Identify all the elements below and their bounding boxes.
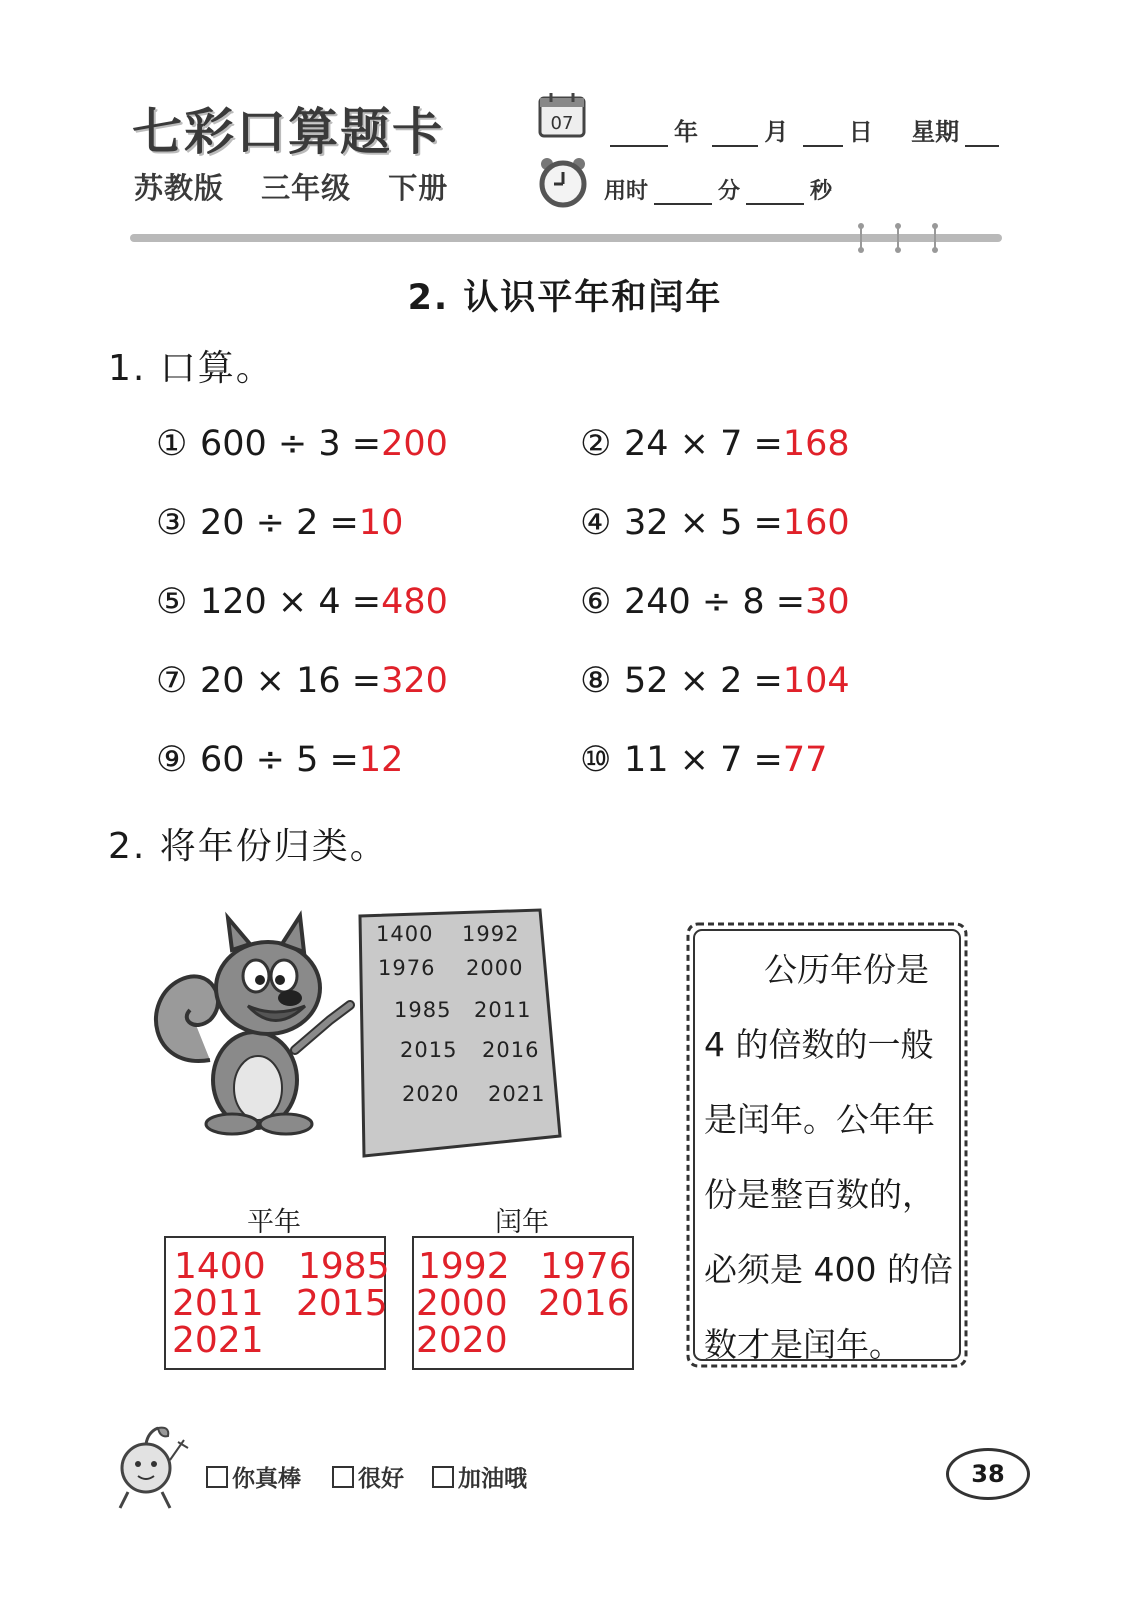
note-line: 份是整百数的， [704,1175,935,1214]
weekday-label: 星期 [911,118,960,146]
note-line: 公历年份是 [764,950,929,989]
year-label: 年 [674,118,698,146]
equation-expression: 600 ÷ 3 = [200,424,382,464]
year-item: 2011 [474,998,532,1022]
equation-9 [156,740,403,780]
month-label: 月 [764,118,789,146]
calendar-number: 07 [550,113,574,134]
equation-answer[interactable]: 30 [805,582,850,622]
time-used-label: 用时 [604,179,649,204]
equation-number: ④ [580,503,612,543]
minutes-label: 分 [718,179,741,204]
edition-info [134,166,474,207]
equation-expression: 20 ÷ 2 = [200,503,359,543]
apple-mascot-icon [108,1420,192,1512]
rating-label: 很好 [358,1466,404,1492]
equation-number: ⑧ [580,661,612,701]
leap-year-label: 闰年 [495,1207,549,1238]
calendar-icon [538,92,586,138]
common-year-answer: 1400 [174,1246,266,1287]
checkbox-icon[interactable] [206,1466,228,1488]
common-year-answer: 2011 [172,1283,264,1324]
common-year-label: 平年 [247,1207,301,1238]
equation-number: ⑩ [580,740,612,780]
note-line: 4 的倍数的一般 [704,1025,934,1064]
alarm-clock-icon [538,156,588,208]
year-item: 1400 [376,922,434,946]
weekday-blank[interactable] [965,123,999,147]
equation-answer[interactable]: 160 [782,503,850,543]
question-2-title: 2. 将年份归类。 [108,826,388,867]
checkbox-icon[interactable] [332,1466,354,1488]
leap-year-answer: 1992 [418,1246,510,1287]
year-item: 1976 [378,956,436,980]
equation-8 [580,661,850,701]
divider-knob-icon [858,222,864,254]
edition-grade: 三年级 [261,171,352,205]
equation-5 [156,582,448,622]
header-divider [130,234,1002,242]
year-item: 1992 [462,922,520,946]
equation-answer[interactable]: 12 [358,740,404,780]
common-year-answer: 1985 [298,1246,390,1287]
year-item: 2000 [466,956,524,980]
equation-expression: 240 ÷ 8 = [624,582,806,622]
lesson-title: 2. 认识平年和闰年 [407,278,723,318]
divider-knob-icon [895,222,901,254]
leap-year-answer: 1976 [540,1246,632,1287]
rating-excellent[interactable] [206,1460,301,1493]
rating-keep-going[interactable] [432,1460,527,1493]
equation-answer[interactable]: 200 [381,424,448,464]
squirrel-illustration [150,910,360,1140]
equation-answer[interactable]: 77 [782,740,828,780]
note-line: 是闰年。公年年 [704,1100,935,1139]
year-item: 2016 [482,1038,540,1062]
equation-expression: 11 × 7 = [624,740,783,780]
rating-label: 你真棒 [232,1466,301,1492]
year-item: 1985 [394,998,452,1022]
equation-10 [580,740,827,780]
equation-expression: 20 × 16 = [200,661,382,701]
day-blank[interactable] [803,123,843,147]
rating-good[interactable] [332,1460,404,1493]
year-blank[interactable] [610,123,668,147]
equation-1 [156,424,448,464]
date-fields [604,112,1005,147]
seconds-label: 秒 [810,179,833,204]
equation-expression: 60 ÷ 5 = [200,740,359,780]
equation-answer[interactable]: 104 [782,661,850,701]
note-line: 必须是 400 的倍 [704,1250,953,1289]
edition-publisher: 苏教版 [134,171,225,205]
month-blank[interactable] [712,123,758,147]
equation-number: ⑤ [156,582,188,622]
equation-number: ① [156,424,188,464]
equation-expression: 32 × 5 = [624,503,783,543]
equation-number: ⑥ [580,582,612,622]
year-item: 2020 [402,1082,460,1106]
page-number: 38 [946,1448,1030,1500]
seconds-blank[interactable] [746,181,804,205]
equation-number: ⑨ [156,740,188,780]
equation-answer[interactable]: 480 [381,582,448,622]
equation-2 [580,424,850,464]
leap-year-answer: 2016 [538,1283,630,1324]
equation-answer[interactable]: 10 [358,503,404,543]
year-item: 2021 [488,1082,546,1106]
rule-note-text [704,932,960,1382]
equation-number: ③ [156,503,188,543]
time-fields [604,174,832,205]
question-1-title: 1. 口算。 [108,348,274,389]
leap-year-answer: 2020 [416,1320,508,1361]
checkbox-icon[interactable] [432,1466,454,1488]
common-year-answer: 2021 [172,1320,264,1361]
equation-answer[interactable]: 320 [381,661,448,701]
year-item: 2015 [400,1038,458,1062]
leap-year-answer: 2000 [416,1283,508,1324]
equation-4 [580,503,850,543]
divider-knob-icon [932,222,938,254]
minutes-blank[interactable] [654,181,712,205]
equation-number: ② [580,424,612,464]
equation-7 [156,661,448,701]
day-label: 日 [848,118,873,146]
equation-expression: 120 × 4 = [200,582,382,622]
equation-expression: 52 × 2 = [624,661,783,701]
equation-number: ⑦ [156,661,188,701]
common-year-answer: 2015 [296,1283,388,1324]
equation-expression: 24 × 7 = [624,424,783,464]
edition-volume: 下册 [388,171,449,205]
brand-title: 七彩口算题卡 [132,102,444,161]
rating-label: 加油哦 [458,1466,527,1492]
note-line: 数才是闰年。 [704,1325,902,1364]
equation-answer[interactable]: 168 [782,424,850,464]
equation-6 [580,582,850,622]
equation-3 [156,503,403,543]
